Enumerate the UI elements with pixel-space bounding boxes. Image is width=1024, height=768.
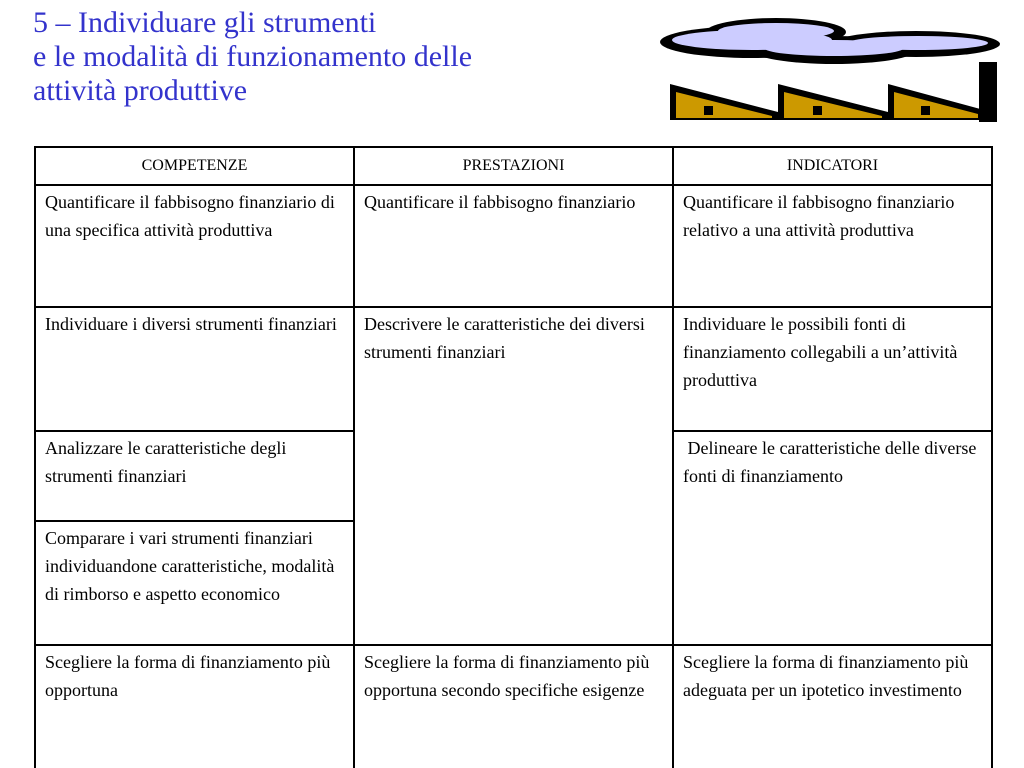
table-cell: Comparare i vari strumenti finanziari individuandone caratteristiche, modalità di rimborso e aspetto economico bbox=[35, 521, 354, 645]
competency-table bbox=[34, 146, 993, 768]
table-cell: Scegliere la forma di finanziamento più adeguata per un ipotetico investimento bbox=[673, 645, 992, 768]
header-prestazioni: PRESTAZIONI bbox=[354, 147, 673, 185]
table-cell: Analizzare le caratteristiche degli strumenti finanziari bbox=[35, 431, 354, 521]
title-line-1: 5 – Individuare gli strumenti bbox=[33, 6, 377, 39]
table-row bbox=[35, 645, 992, 768]
header-competenze: COMPETENZE bbox=[35, 147, 354, 185]
table-row bbox=[35, 185, 992, 307]
title-line-2: e le modalità di funzionamento delle bbox=[33, 40, 473, 73]
slide-title bbox=[33, 6, 472, 108]
cloud-icon bbox=[660, 18, 1000, 64]
title-line-3: attività produttive bbox=[33, 74, 248, 107]
table-cell: Scegliere la forma di finanziamento più opportuna secondo specifiche esigenze bbox=[354, 645, 673, 768]
table-cell: Descrivere le caratteristiche dei diversi strumenti finanziari bbox=[354, 307, 673, 645]
table-header-row bbox=[35, 147, 992, 185]
table-cell: Scegliere la forma di finanziamento più opportuna bbox=[35, 645, 354, 768]
factory-roof-icon bbox=[670, 84, 984, 120]
table-cell: Quantificare il fabbisogno finanziario relativo a una attività produttiva bbox=[673, 185, 992, 307]
table-cell: Individuare i diversi strumenti finanziari bbox=[35, 307, 354, 431]
table-cell: Quantificare il fabbisogno finanziario di una specifica attività produttiva bbox=[35, 185, 354, 307]
table-cell: Individuare le possibili fonti di finanziamento collegabili a un’attività produttiva bbox=[673, 307, 992, 431]
table-row bbox=[35, 307, 992, 431]
header-indicatori: INDICATORI bbox=[673, 147, 992, 185]
table-cell: Quantificare il fabbisogno finanziario bbox=[354, 185, 673, 307]
factory-clipart-icon bbox=[656, 10, 1004, 125]
table-cell: Delineare le caratteristiche delle diverse fonti di finanziamento bbox=[673, 431, 992, 645]
